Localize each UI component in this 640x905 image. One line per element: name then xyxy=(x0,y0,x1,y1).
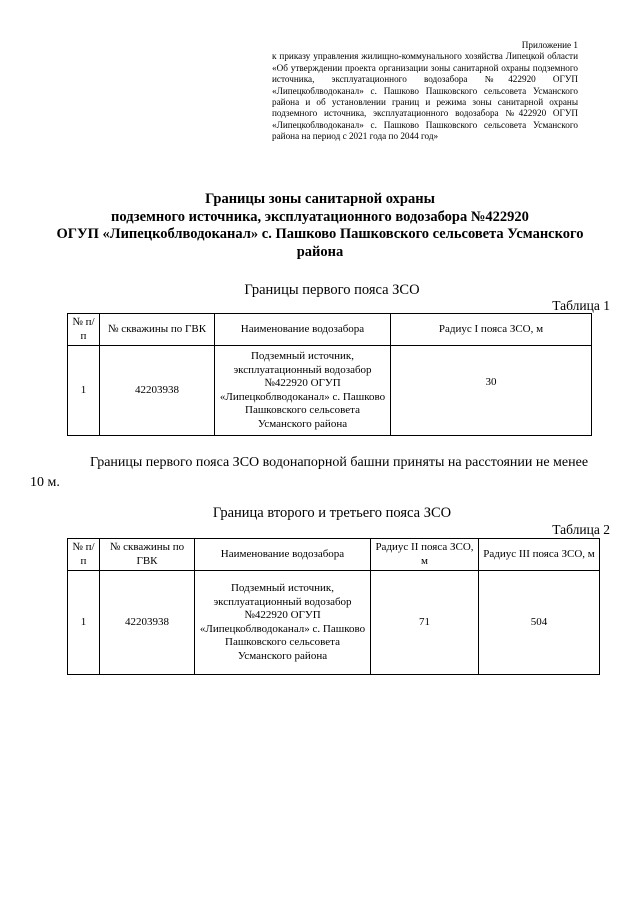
table-row xyxy=(68,346,592,436)
header-well: № скважины по ГВК xyxy=(100,314,215,346)
table-first-zone xyxy=(67,313,592,436)
appendix-text: к приказу управления жилищно-коммунального хозяйства Липецкой области «Об утверждении проекта организации зоны санитарной охраны подземного источника, эксплуатационного водозабора №422920 ОГУП «Липецкоблводоканал» с. Пашково Пашковского сельсовета Усманского района и об установлении границ и режима зоны санитарной охраны подземного источника, эксплуатационного водозабора №422920 ОГУП «Липецкоблводоканал» с. Пашково Пашковского сельсовета Усманского района на период с 2021 года по 2044 год» xyxy=(272,51,578,142)
section2-heading: Граница второго и третьего пояса ЗСО xyxy=(212,505,452,521)
header-well: № скважины по ГВК xyxy=(100,539,195,571)
paragraph-note: Границы первого пояса ЗСО водонапорной башни приняты на расстоянии не менее 10 м. xyxy=(30,455,589,490)
cell-num: 1 xyxy=(68,571,100,675)
header-name: Наименование водозабора xyxy=(215,314,391,346)
header-num: № п/п xyxy=(68,539,100,571)
title-line-3: ОГУП «Липецкоблводоканал» с. Пашково Пашковского сельсовета Усманского xyxy=(56,226,584,242)
cell-radius2: 71 xyxy=(371,571,479,675)
appendix-note xyxy=(272,40,578,143)
header-name: Наименование водозабора xyxy=(195,539,371,571)
title-line-2: подземного источника, эксплуатационного водозабора №422920 xyxy=(111,208,529,225)
cell-name: Подземный источник, эксплуатационный водозабор №422920 ОГУП «Липецкоблводоканал» с. Пашково Пашковского сельсовета Усманского района xyxy=(215,346,391,436)
header-radius3: Радиус III пояса ЗСО, м xyxy=(479,539,600,571)
section1-heading: Границы первого пояса ЗСО xyxy=(244,282,420,298)
cell-well: 42203938 xyxy=(100,571,195,675)
title-line-1: Границы зоны санитарной охраны xyxy=(205,191,435,207)
cell-name: Подземный источник, эксплуатационный водозабор №422920 ОГУП «Липецкоблводоканал» с. Пашково Пашковского сельсовета Усманского района xyxy=(195,571,371,675)
table-row xyxy=(68,571,600,675)
table-header-row xyxy=(68,539,600,571)
cell-radius1: 30 xyxy=(391,346,592,436)
header-radius2: Радиус II пояса ЗСО, м xyxy=(371,539,479,571)
document-title xyxy=(20,191,620,261)
appendix-number: Приложение 1 xyxy=(521,40,578,50)
table-header-row xyxy=(68,314,592,346)
title-line-4: района xyxy=(296,243,344,260)
cell-well: 42203938 xyxy=(100,346,215,436)
header-num: № п/п xyxy=(68,314,100,346)
cell-num: 1 xyxy=(68,346,100,436)
header-radius1: Радиус I пояса ЗСО, м xyxy=(391,314,592,346)
table-second-third-zone xyxy=(67,538,600,675)
table1-label: Таблица 1 xyxy=(552,298,610,313)
cell-radius3: 504 xyxy=(479,571,600,675)
table2-label: Таблица 2 xyxy=(552,522,610,537)
